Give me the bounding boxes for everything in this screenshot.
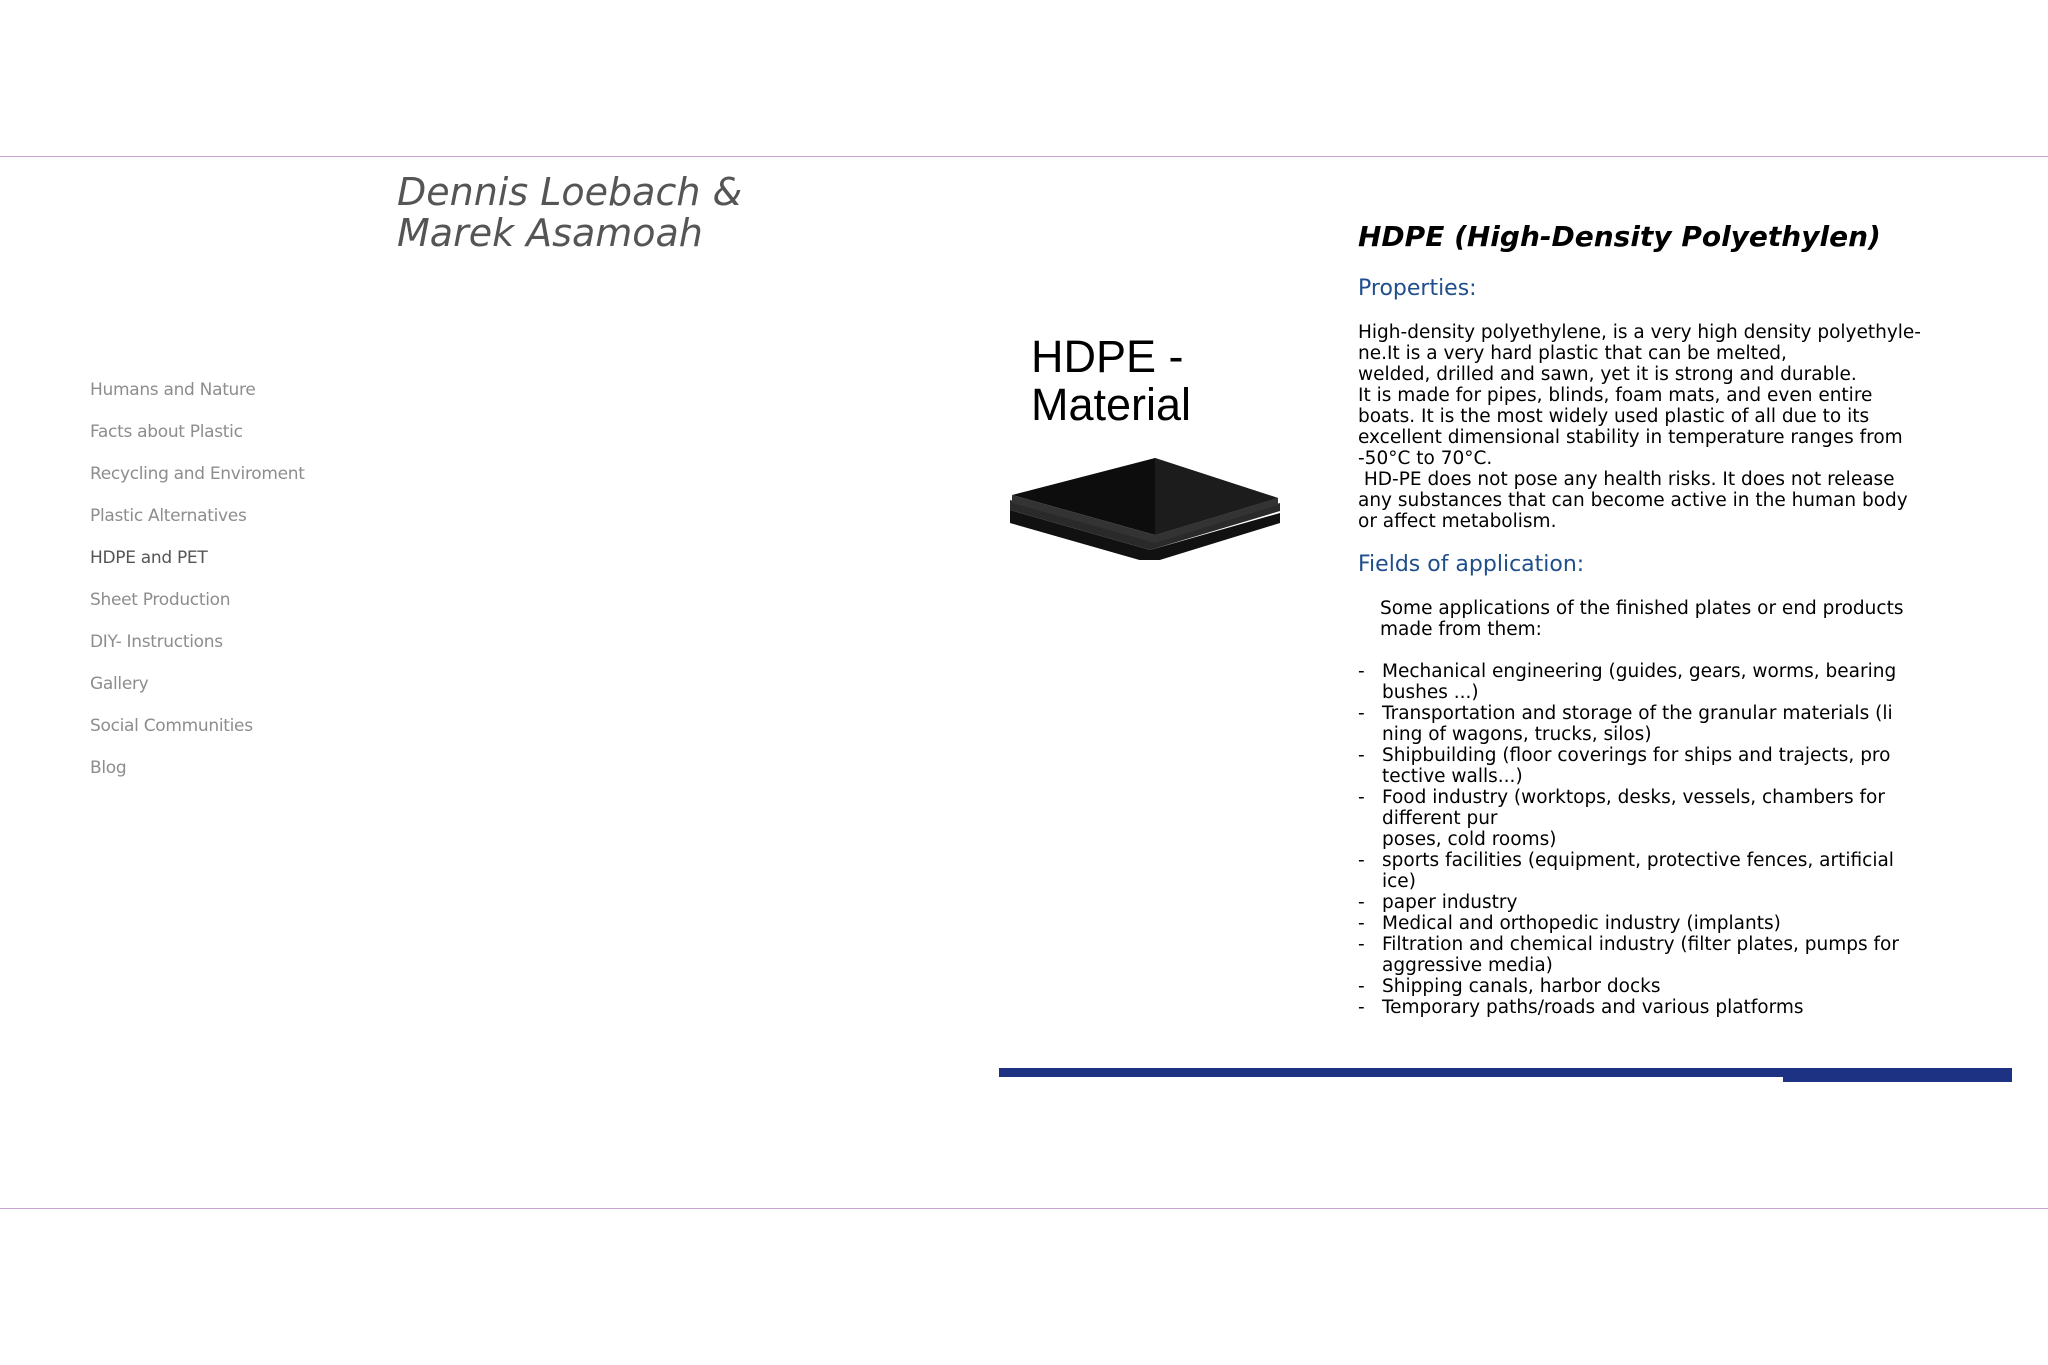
- footer-divider-line: [0, 1208, 2048, 1209]
- list-item-text: Transportation and storage of the granular materials (li ning of wagons, trucks, silos): [1382, 703, 1893, 745]
- nav-item-sheet-production[interactable]: Sheet Production: [90, 590, 231, 610]
- nav-item-diy-instructions[interactable]: DIY- Instructions: [90, 632, 223, 652]
- panel-title: HDPE (High-Density Polyethylen): [1358, 220, 1881, 253]
- list-item: [1358, 913, 1899, 934]
- list-dash: -: [1358, 661, 1365, 682]
- list-item: [1358, 850, 1899, 892]
- list-item-text: Shipbuilding (floor coverings for ships and trajects, pro tective walls...): [1382, 745, 1891, 787]
- list-item: [1358, 976, 1899, 997]
- properties-heading: Properties:: [1358, 276, 1477, 301]
- list-item-text: sports facilities (equipment, protective fences, artificial ice): [1382, 850, 1894, 892]
- list-item: [1358, 997, 1899, 1018]
- list-item-text: Temporary paths/roads and various platforms: [1382, 997, 1804, 1018]
- list-item-text: Shipping canals, harbor docks: [1382, 976, 1661, 997]
- nav-item-blog[interactable]: Blog: [90, 758, 127, 778]
- nav-item-humans-and-nature[interactable]: Humans and Nature: [90, 380, 256, 400]
- list-dash: -: [1358, 892, 1365, 913]
- list-dash: -: [1358, 787, 1365, 808]
- site-navigation: [90, 380, 305, 800]
- list-item: [1358, 661, 1899, 703]
- fields-heading: Fields of application:: [1358, 552, 1585, 577]
- list-item: [1358, 892, 1899, 913]
- nav-item-social-communities[interactable]: Social Communities: [90, 716, 253, 736]
- nav-item-gallery[interactable]: Gallery: [90, 674, 149, 694]
- accent-bar-tab: [1783, 1068, 2012, 1082]
- hero-title-line-2: Material: [1031, 379, 1192, 430]
- list-item-text: Medical and orthopedic industry (implants): [1382, 913, 1781, 934]
- nav-item-plastic-alternatives[interactable]: Plastic Alternatives: [90, 506, 247, 526]
- site-title[interactable]: [397, 172, 742, 254]
- site-title-line-1: Dennis Loebach &: [397, 170, 743, 214]
- properties-text: High-density polyethylene, is a very high density polyethyle- ne.It is a very hard plastic that can be melted, welded, drilled and sawn, yet it is strong and durable. It is made for pipes, blinds, foam mats, and even entire boats. It is the most widely used plastic of all due to its excellent dimensional stability in temperature ranges from -50°C to 70°C. HD-PE does not pose any health risks. It does not release any substances that can become active in the human body or affect metabolism.: [1358, 322, 1921, 532]
- list-item: [1358, 703, 1899, 745]
- list-dash: -: [1358, 703, 1365, 724]
- nav-item-facts-about-plastic[interactable]: Facts about Plastic: [90, 422, 243, 442]
- list-item-text: Food industry (worktops, desks, vessels, chambers for different pur poses, cold rooms): [1382, 787, 1885, 850]
- list-dash: -: [1358, 913, 1365, 934]
- header-divider-line: [0, 156, 2048, 157]
- fields-intro-text: Some applications of the finished plates or end products made from them:: [1380, 598, 1904, 640]
- list-item: [1358, 934, 1899, 976]
- nav-item-recycling-and-enviroment[interactable]: Recycling and Enviroment: [90, 464, 305, 484]
- list-dash: -: [1358, 976, 1365, 997]
- hero-title-line-1: HDPE -: [1031, 331, 1184, 382]
- nav-item-hdpe-and-pet[interactable]: HDPE and PET: [90, 548, 208, 568]
- list-item-text: Mechanical engineering (guides, gears, worms, bearing bushes ...): [1382, 661, 1897, 703]
- list-dash: -: [1358, 934, 1365, 955]
- applications-list: [1358, 661, 1899, 1018]
- list-dash: -: [1358, 997, 1365, 1018]
- hero-title: [1031, 333, 1191, 429]
- black-plastic-sheets-icon: [1010, 455, 1280, 560]
- list-item: [1358, 745, 1899, 787]
- list-item: [1358, 787, 1899, 850]
- list-dash: -: [1358, 745, 1365, 766]
- list-item-text: Filtration and chemical industry (filter plates, pumps for aggressive media): [1382, 934, 1899, 976]
- list-item-text: paper industry: [1382, 892, 1518, 913]
- list-dash: -: [1358, 850, 1365, 871]
- site-title-line-2: Marek Asamoah: [397, 211, 703, 255]
